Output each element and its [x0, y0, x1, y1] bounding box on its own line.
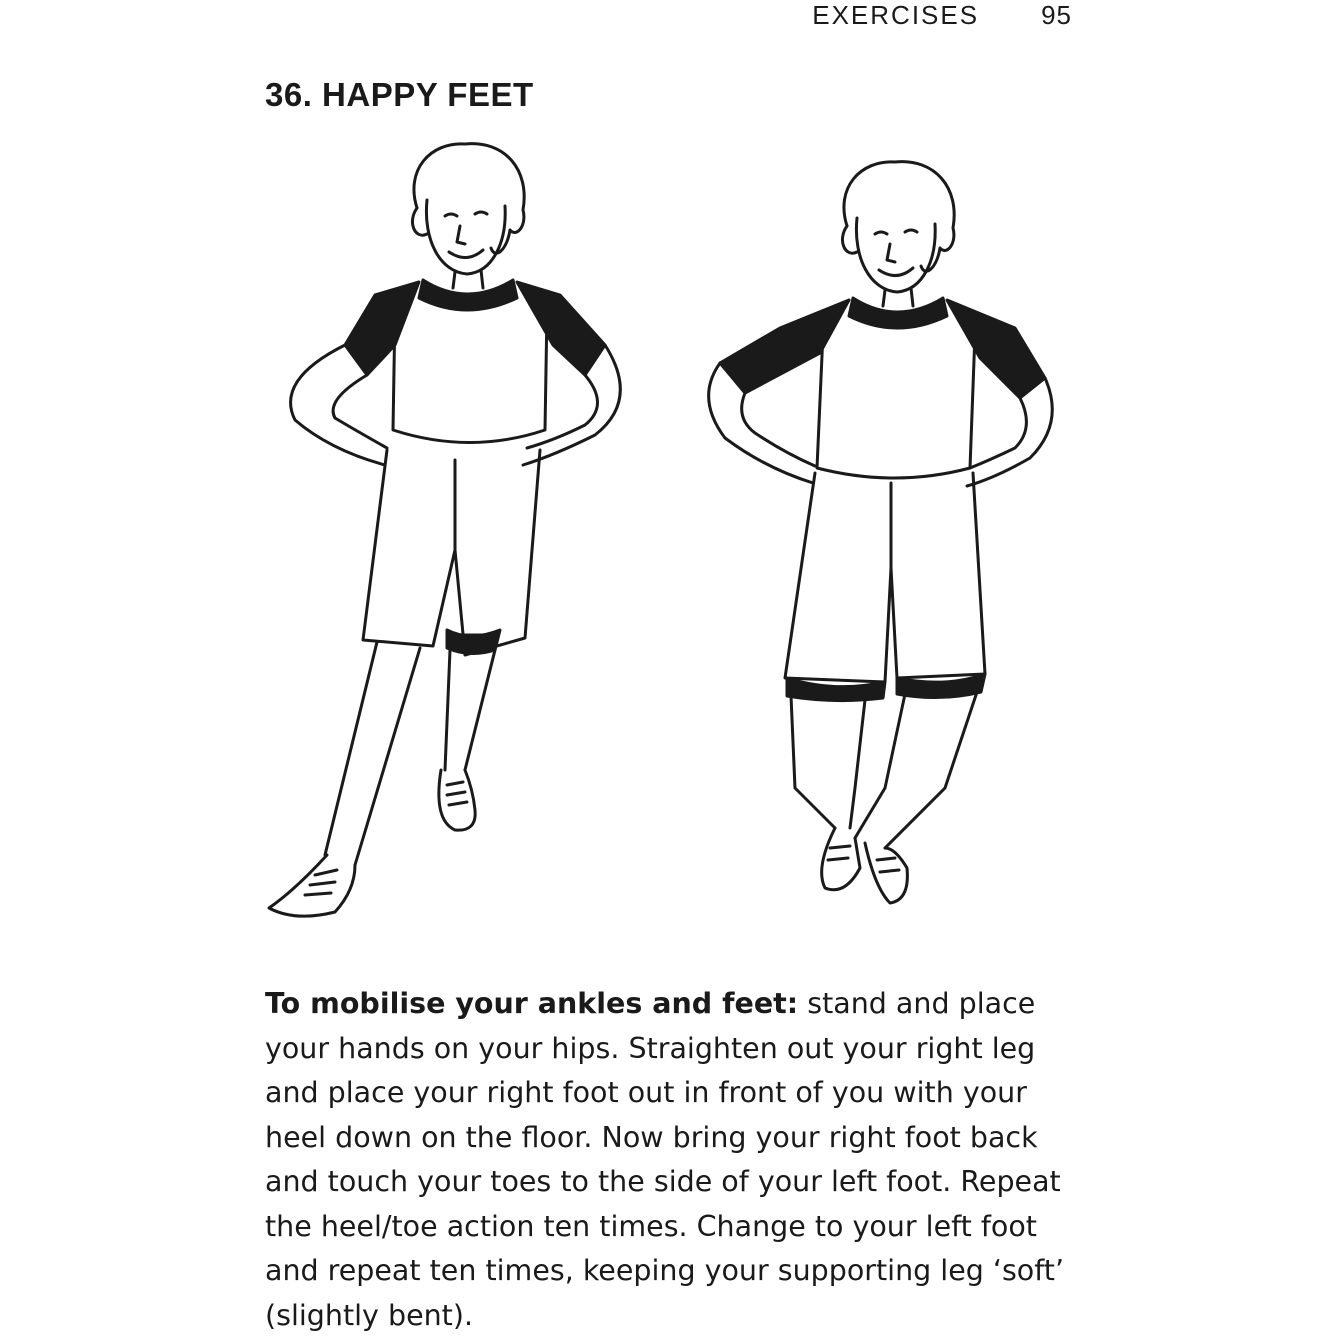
figure-toes-to-side	[709, 162, 1053, 903]
exercise-instructions	[265, 982, 1085, 1338]
instructions-body: stand and place your hands on your hips. Straighten out your right leg and place your right foot out in front of you with your heel down on the floor. Now bring your right foot back and touch your toes to the side of your left foot. Repeat the heel/toe action ten times. Change to your left foot and repeat ten times, keeping your supporting leg ‘soft’ (slightly bent).	[265, 987, 1065, 1332]
section-label: EXERCISES	[812, 0, 980, 30]
instructions-lead: To mobilise your ankles and feet:	[265, 987, 799, 1020]
running-head	[812, 0, 1072, 30]
page-number: 95	[1041, 0, 1072, 30]
figure-heel-forward	[269, 144, 620, 917]
exercise-illustration	[255, 130, 1095, 930]
exercise-title: 36. HAPPY FEET	[265, 76, 534, 113]
